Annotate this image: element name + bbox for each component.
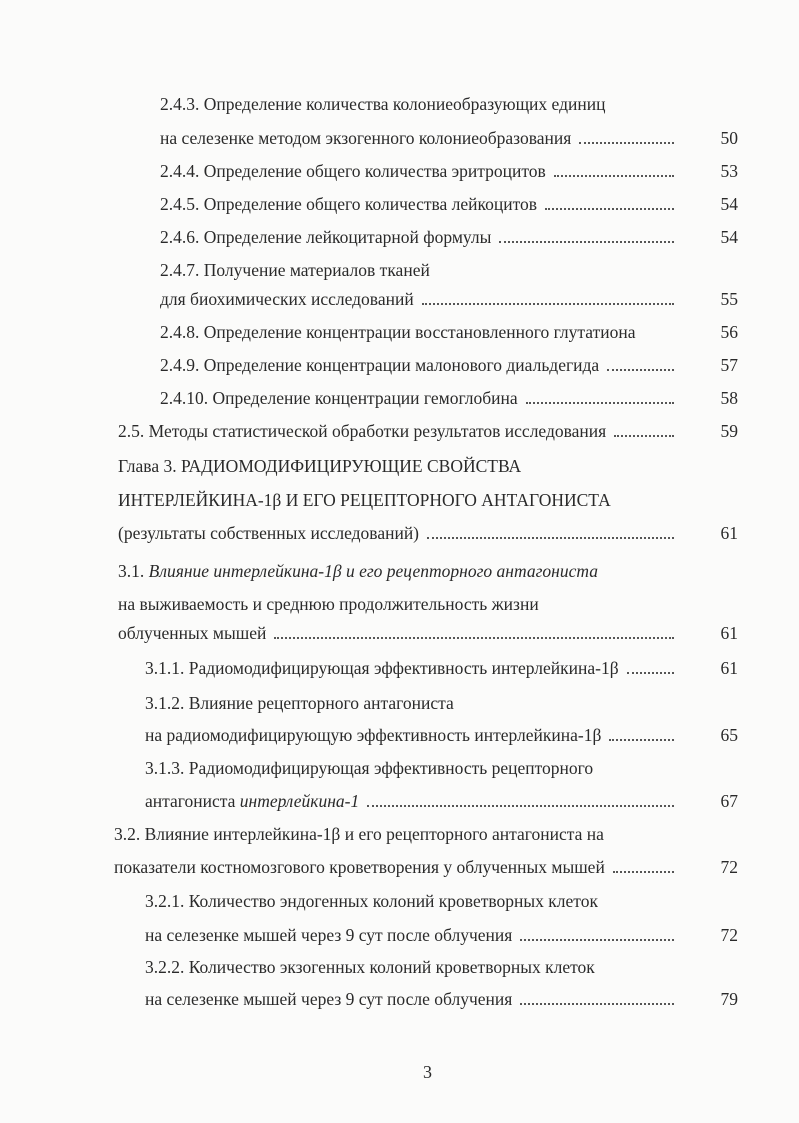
toc-entry-title [118,490,611,511]
toc-page-number: 58 [720,388,738,408]
toc-entry [114,824,738,848]
toc-entry [118,623,738,647]
toc-page-number: 72 [720,925,738,945]
toc-entry-text: 2.4.10. Определение концентрации гемоглобина [160,388,518,408]
toc-entry [145,989,738,1013]
toc-entry-text: на селезенке мышей через 9 сут после облучения [145,925,513,945]
toc-page-number: 79 [720,989,738,1009]
toc-entry-title [118,456,521,477]
toc-entry [160,194,738,218]
dot-leader [499,241,674,243]
toc-entry-title [145,658,619,679]
toc-entry-text: 3.1.2. Влияние рецепторного антагониста [145,693,454,713]
toc-entry-text: 2.5. Методы статистической обработки результатов исследования [118,421,607,441]
toc-entry-text: (результаты собственных исследований) [118,523,420,543]
toc-entry-text: 3.1.3. Радиомодифицирующая эффективность рецепторного [145,758,594,778]
toc-entry-text: 2.4.9. Определение концентрации малонового диальдегида [160,355,600,375]
toc-entry-text: 2.4.3. Определение количества колониеобразующих единиц [160,94,606,114]
toc-entry [118,561,738,585]
toc-entry-title [114,824,604,845]
toc-entry-text: облученных мышей [118,623,267,643]
dot-leader [520,939,674,941]
toc-entry [145,957,738,981]
toc-entry-title [145,725,601,746]
toc-entry [160,227,738,251]
toc-entry-title [145,891,598,912]
toc-entry-title [114,857,605,878]
toc-entry-title [145,758,593,779]
toc-entry-text: ИНТЕРЛЕЙКИНА-1β И ЕГО РЕЦЕПТОРНОГО АНТАГОНИСТА [118,490,611,510]
toc-entry [145,925,738,949]
dot-leader [367,805,674,807]
toc-entry [145,658,738,682]
toc-page-number: 57 [720,355,738,375]
toc-entry [160,94,738,118]
toc-entry [145,758,738,782]
toc-page-number: 56 [720,322,738,342]
dot-leader [427,537,674,539]
toc-entry [160,260,738,284]
toc-page-number: 72 [720,857,738,877]
dot-leader [609,739,674,741]
dot-leader [422,303,674,305]
toc-entry-title [160,161,546,182]
toc-entry-title [160,94,605,115]
toc-entry [118,594,738,618]
toc-entry-title [160,260,430,281]
toc-entry [160,128,738,152]
toc-entry [118,490,738,514]
toc-entry [160,289,738,313]
toc-entry [118,421,738,445]
toc-entry [118,456,738,480]
toc-entry [145,791,738,815]
dot-leader [627,672,674,674]
toc-entry-title [160,289,414,310]
toc-page-number: 55 [720,289,738,309]
toc-entry [114,857,738,881]
toc-entry-title [118,421,606,442]
toc-entry [160,388,738,412]
toc-entry-title [160,355,599,376]
toc-entry-text: Глава 3. РАДИОМОДИФИЦИРУЮЩИЕ СВОЙСТВА [118,456,522,476]
toc-entry-title [118,594,539,615]
toc-entry-text: на селезенке методом экзогенного колониеобразования [160,128,572,148]
toc-entry [145,693,738,717]
toc-page-number: 53 [720,161,738,181]
toc-entry [160,355,738,379]
toc-entry-title [145,957,595,978]
toc-entry-text: 2.4.6. Определение лейкоцитарной формулы [160,227,492,247]
toc-entry-title [160,322,636,343]
toc-entry-text: 3.2.2. Количество экзогенных колоний кроветворных клеток [145,957,595,977]
toc-entry [118,523,738,547]
toc-entry-text: на селезенке мышей через 9 сут после облучения [145,989,513,1009]
toc-entry [160,161,738,185]
toc-entry-title [160,227,491,248]
toc-entry-text: 3.1. [118,561,149,581]
toc-entry [145,891,738,915]
toc-page-number: 50 [720,128,738,148]
toc-page-number: 61 [720,623,738,643]
toc-entry-text: на радиомодифицирующую эффективность интерлейкина-1β [145,725,602,745]
toc-entry-text: показатели костномозгового кроветворения у облученных мышей [114,857,605,877]
toc-entry [160,322,738,346]
toc-page-number: 54 [720,227,738,247]
toc-entry-text: 2.4.8. Определение концентрации восстановленного глутатиона [160,322,636,342]
dot-leader [613,871,674,873]
dot-leader [274,637,674,639]
toc-entry-text: 2.4.4. Определение общего количества эритроцитов [160,161,546,181]
dot-leader [526,402,674,404]
toc-entry-italic-text: интерлейкина-1 [239,791,360,811]
page-number: 3 [423,1062,432,1082]
toc-entry-title [145,693,454,714]
toc-entry-text: 2.4.7. Получение материалов тканей [160,260,430,280]
toc-entry-title [160,194,537,215]
toc-entry-title [160,388,518,409]
toc-entry-title [118,623,266,644]
toc-entry-title [118,523,419,544]
toc-entry-title [160,128,571,149]
toc-entry-title [145,925,512,946]
toc-page-number: 61 [720,658,738,678]
toc-entry-text: 3.2. Влияние интерлейкина-1β и его рецепторного антагониста на [114,824,604,844]
toc-entry-title [118,561,598,582]
toc-entry-text: 3.2.1. Количество эндогенных колоний кроветворных клеток [145,891,598,911]
toc-page-number: 61 [720,523,738,543]
dot-leader [520,1003,674,1005]
toc-entry-title [145,791,359,812]
toc-entry-text: на выживаемость и среднюю продолжительность жизни [118,594,539,614]
toc-page-number: 67 [720,791,738,811]
toc-entry-text: 2.4.5. Определение общего количества лейкоцитов [160,194,538,214]
toc-entry-title [145,989,512,1010]
dot-leader [545,208,674,210]
toc-page-number: 54 [720,194,738,214]
toc-entry-italic-text: Влияние интерлейкина-1β и его рецепторного антагониста [148,561,598,581]
toc-page-number: 65 [720,725,738,745]
toc-entry-text: 3.1.1. Радиомодифицирующая эффективность интерлейкина-1β [145,658,619,678]
toc-entry-text: антагониста [145,791,240,811]
toc-page-number: 59 [720,421,738,441]
toc-entry-text: для биохимических исследований [160,289,414,309]
dot-leader [579,142,674,144]
dot-leader [607,369,674,371]
dot-leader [614,435,674,437]
dot-leader [554,175,674,177]
toc-entry [145,725,738,749]
